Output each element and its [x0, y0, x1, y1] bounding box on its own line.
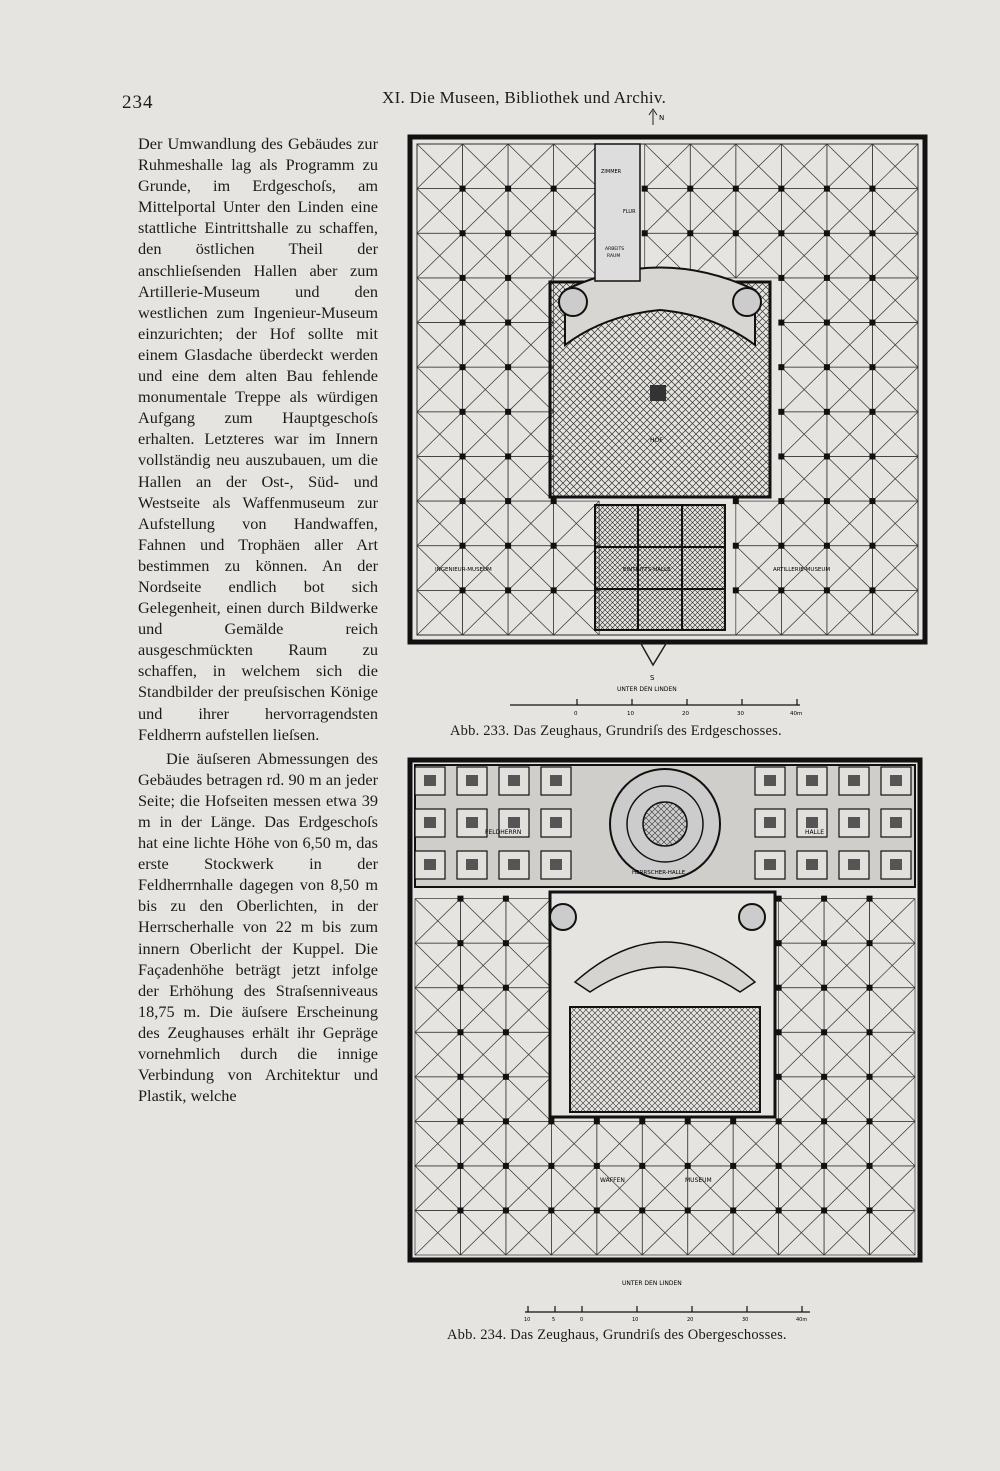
scale-0: 0 [574, 711, 578, 717]
running-head: XI. Die Museen, Bibliothek und Archiv. [382, 88, 667, 107]
page-number: 234 [122, 92, 154, 113]
caption-fig-233: Abb. 233. Das Zeughaus, Grundriſs des Erdgeschosses. [450, 723, 782, 739]
label-arbeits: ARBEITS [605, 247, 625, 252]
ground-floor-plan [395, 105, 935, 735]
upper-floor-plan [400, 752, 935, 1332]
label-waffen: WAFFEN [600, 1177, 625, 1184]
label-herrscher: HERRSCHER-HALLE [632, 870, 686, 876]
scale-20: 20 [682, 711, 689, 717]
caption-fig-234: Abb. 234. Das Zeughaus, Grundriſs des Obergeschosses. [447, 1327, 787, 1343]
scale-u-4: 20 [687, 1317, 694, 1323]
scale-u-1: 5 [552, 1317, 556, 1323]
label-street: UNTER DEN LINDEN [617, 686, 677, 693]
north-arrow [649, 109, 664, 125]
scale-u-3: 10 [632, 1317, 639, 1323]
label-zimmer: ZIMMER [601, 169, 622, 175]
label-street-upper: UNTER DEN LINDEN [622, 1280, 682, 1287]
label-ingenieur: INGENIEUR-MUSEUM [435, 567, 492, 573]
label-eintritt: EINTRITTS-HALLE [623, 567, 671, 573]
scale-bar [510, 699, 800, 705]
scale-30: 30 [737, 711, 744, 717]
scale-40: 40m [790, 711, 803, 717]
label-museum: MUSEUM [685, 1177, 712, 1184]
scale-u-2: 0 [580, 1317, 584, 1323]
scale-u-6: 40m [796, 1317, 808, 1323]
scale-10: 10 [627, 711, 634, 717]
north-label: N [659, 114, 665, 122]
label-raum: RAUM [607, 254, 621, 259]
paragraph-1: Der Umwandlung des Gebäudes zur Ruhmeshalle lag als Programm zu Grunde, im Erdgeschoſs, am Mittelportal Unter den Linden eine stattliche Eintrittshalle zu schaffen, den östlichen Theil der anschlieſsenden Hallen aber zum Artillerie-Museum und den westlichen zum Ingenieur-Museum einzurichten; der Hof sollte mit einem Glasdache überdeckt werden und eine dem alten Bau fehlende monumentale Treppe als würdigen Aufgang zum Hauptgeschoſs erhalten. Letzteres war im Innern vollständig neu auszubauen, um die Hallen an der Ost-, Süd- und Westseite als Waffenmuseum zur Aufstellung von Handwaffen, Fahnen und Trophäen aller Art bestimmen zu können. An der Nordseite endlich bot sich Gelegenheit, einen durch Bildwerke und Gemälde reich ausgeschmückten Raum zu schaffen, in welchem sich die Standbilder der preuſsischen Könige und ihrer hervorragendsten Feldherrn aufstellen lieſsen. [138, 134, 378, 744]
glass-roof [570, 1007, 760, 1112]
scale-bar-upper [525, 1306, 810, 1312]
body-text [138, 133, 378, 1106]
label-feldherrn: FELDHERRN [485, 829, 522, 836]
south-label: S [650, 674, 655, 682]
label-flur: FLUR [623, 209, 636, 215]
label-artillerie: ARTILLERIE-MUSEUM [773, 567, 831, 573]
label-hof: HOF [650, 437, 663, 444]
scale-u-5: 30 [742, 1317, 749, 1323]
scale-u-0: 10 [524, 1317, 531, 1323]
paragraph-2: Die äuſseren Abmessungen des Gebäudes betragen rd. 90 m an jeder Seite; die Hofseiten messen etwa 39 m in der Länge. Das Erdgeschoſs hat eine lichte Höhe von 6,50 m, das erste Stockwerk in der Feldherrnhalle dagegen von 8,50 m bis zu den Oberlichten, in der Herrscherhalle von 22 m bis zum innern Oberlicht der Kuppel. Die Façadenhöhe beträgt jetzt infolge der Erhöhung des Straſsenniveaus 18,75 m. Die äuſsere Erscheinung des Zeughauses erhält ihr Gepräge vornehmlich durch die innige Verbindung von Architektur und Plastik, welche [138, 748, 378, 1106]
label-halle: HALLE [805, 829, 825, 836]
